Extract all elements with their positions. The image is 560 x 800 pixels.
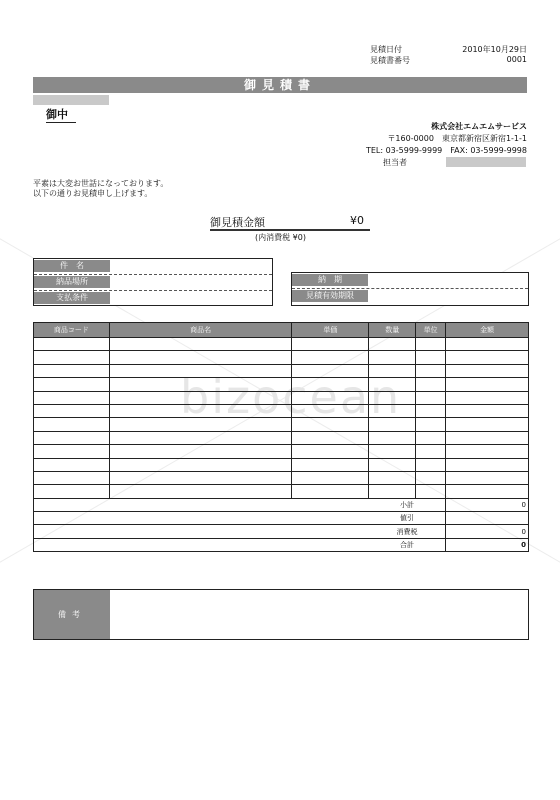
table-cell[interactable] (416, 445, 446, 458)
tax-note: (内消費税 ¥0) (255, 233, 306, 242)
table-cell[interactable] (446, 351, 529, 364)
tax-label: 消費税 (369, 525, 446, 538)
table-cell[interactable] (416, 404, 446, 417)
table-row (34, 351, 529, 364)
table-cell[interactable] (369, 418, 416, 431)
table-cell[interactable] (109, 364, 292, 377)
greeting-line: 以下の通りお見積申し上げます。 (33, 189, 153, 198)
divider (34, 290, 272, 291)
table-cell[interactable] (446, 471, 529, 484)
customer-name-field[interactable] (33, 95, 109, 105)
table-cell[interactable] (369, 351, 416, 364)
table-cell[interactable] (446, 485, 529, 498)
table-row (34, 431, 529, 444)
table-cell[interactable] (446, 445, 529, 458)
delivery-date-label: 納 期 (292, 274, 368, 286)
table-cell[interactable] (369, 485, 416, 498)
table-cell[interactable] (416, 364, 446, 377)
table-cell[interactable] (369, 364, 416, 377)
tax-value: 0 (446, 525, 529, 538)
company-contact: TEL: 03-5999-9999 FAX: 03-5999-9998 (365, 146, 527, 155)
col-header-price: 単価 (292, 323, 369, 338)
table-cell[interactable] (369, 338, 416, 351)
col-header-name: 商品名 (109, 323, 292, 338)
table-cell[interactable] (446, 404, 529, 417)
table-cell[interactable] (416, 351, 446, 364)
table-cell[interactable] (369, 378, 416, 391)
discount-value (446, 512, 529, 525)
table-cell[interactable] (34, 404, 110, 417)
document-title: 御見積書 (33, 77, 527, 93)
table-row (34, 404, 529, 417)
watermark-text: bizocean (180, 370, 402, 424)
items-table (33, 322, 529, 552)
table-cell[interactable] (292, 471, 369, 484)
table-cell[interactable] (34, 431, 110, 444)
table-cell[interactable] (34, 351, 110, 364)
table-cell[interactable] (446, 391, 529, 404)
table-row (34, 364, 529, 377)
greeting-text (33, 179, 168, 199)
subtotal-row (34, 498, 529, 511)
company-name: 株式会社エムエムサービス (431, 122, 527, 131)
table-row (34, 485, 529, 498)
table-cell[interactable] (292, 338, 369, 351)
table-row (34, 391, 529, 404)
table-cell[interactable] (34, 445, 110, 458)
table-cell[interactable] (369, 431, 416, 444)
table-cell[interactable] (292, 391, 369, 404)
table-cell[interactable] (446, 364, 529, 377)
delivery-place-label: 納品場所 (34, 276, 110, 288)
company-address: 〒160-0000 東京都新宿区新宿1-1-1 (387, 134, 527, 143)
subtotal-value: 0 (446, 498, 529, 511)
grand-total-row (34, 538, 529, 551)
estimate-date-value: 2010年10月29日 (462, 45, 527, 54)
subtotal-label: 小計 (369, 498, 446, 511)
total-amount (210, 214, 370, 231)
table-cell[interactable] (292, 431, 369, 444)
table-cell[interactable] (34, 458, 110, 471)
grand-total-value: 0 (446, 538, 529, 551)
total-label: 御見積金額 (210, 216, 265, 229)
col-header-amount: 金額 (446, 323, 529, 338)
table-cell[interactable] (416, 378, 446, 391)
discount-row (34, 512, 529, 525)
table-cell[interactable] (109, 418, 292, 431)
divider (34, 274, 272, 275)
table-cell[interactable] (369, 404, 416, 417)
estimate-number-value: 0001 (506, 55, 527, 64)
info-box-right (291, 272, 529, 306)
table-cell[interactable] (34, 471, 110, 484)
customer-suffix: 御中 (46, 106, 76, 123)
divider (292, 288, 528, 289)
tax-row (34, 525, 529, 538)
subject-label: 件 名 (34, 260, 110, 272)
table-row (34, 445, 529, 458)
table-row (34, 378, 529, 391)
table-cell[interactable] (446, 378, 529, 391)
table-row (34, 338, 529, 351)
table-cell[interactable] (109, 378, 292, 391)
table-cell[interactable] (416, 485, 446, 498)
table-cell[interactable] (369, 471, 416, 484)
table-cell[interactable] (109, 471, 292, 484)
total-value: ¥0 (350, 214, 364, 227)
table-cell[interactable] (292, 485, 369, 498)
table-cell[interactable] (446, 338, 529, 351)
payment-terms-label: 支払条件 (34, 292, 110, 304)
table-cell[interactable] (446, 418, 529, 431)
table-header-row (34, 323, 529, 338)
table-cell[interactable] (109, 404, 292, 417)
greeting-line: 平素は大変お世話になっております。 (33, 179, 169, 188)
table-cell[interactable] (109, 485, 292, 498)
table-cell[interactable] (292, 418, 369, 431)
table-cell[interactable] (292, 378, 369, 391)
table-row (34, 458, 529, 471)
remarks-box (33, 589, 529, 640)
remarks-label: 備考 (34, 590, 110, 639)
table-cell[interactable] (416, 338, 446, 351)
col-header-qty: 数量 (369, 323, 416, 338)
validity-label: 見積有効期限 (292, 290, 368, 302)
table-cell[interactable] (292, 404, 369, 417)
table-cell[interactable] (292, 458, 369, 471)
table-cell[interactable] (369, 458, 416, 471)
table-cell[interactable] (416, 431, 446, 444)
table-cell[interactable] (446, 431, 529, 444)
table-cell[interactable] (34, 418, 110, 431)
table-cell[interactable] (446, 458, 529, 471)
table-cell[interactable] (292, 351, 369, 364)
table-cell[interactable] (34, 378, 110, 391)
table-cell[interactable] (109, 445, 292, 458)
table-cell[interactable] (369, 445, 416, 458)
table-cell[interactable] (109, 431, 292, 444)
table-row (34, 418, 529, 431)
table-cell[interactable] (416, 391, 446, 404)
table-cell[interactable] (109, 338, 292, 351)
table-cell[interactable] (109, 351, 292, 364)
person-in-charge-label: 担当者 (383, 158, 407, 167)
table-row (34, 471, 529, 484)
table-cell[interactable] (109, 458, 292, 471)
col-header-code: 商品コード (34, 323, 110, 338)
table-cell[interactable] (416, 418, 446, 431)
table-cell[interactable] (34, 364, 110, 377)
table-cell[interactable] (416, 471, 446, 484)
table-cell[interactable] (109, 391, 292, 404)
discount-label: 値引 (369, 512, 446, 525)
table-cell[interactable] (34, 391, 110, 404)
grand-total-label: 合計 (369, 538, 446, 551)
table-cell[interactable] (369, 391, 416, 404)
table-cell[interactable] (416, 458, 446, 471)
info-box-left (33, 258, 273, 306)
table-cell[interactable] (34, 485, 110, 498)
person-in-charge-field[interactable] (446, 157, 526, 167)
table-cell[interactable] (292, 364, 369, 377)
estimate-date-label: 見積日付 (370, 45, 402, 54)
estimate-number-label: 見積書番号 (370, 56, 410, 65)
table-cell[interactable] (292, 445, 369, 458)
col-header-unit: 単位 (416, 323, 446, 338)
table-cell[interactable] (34, 338, 110, 351)
